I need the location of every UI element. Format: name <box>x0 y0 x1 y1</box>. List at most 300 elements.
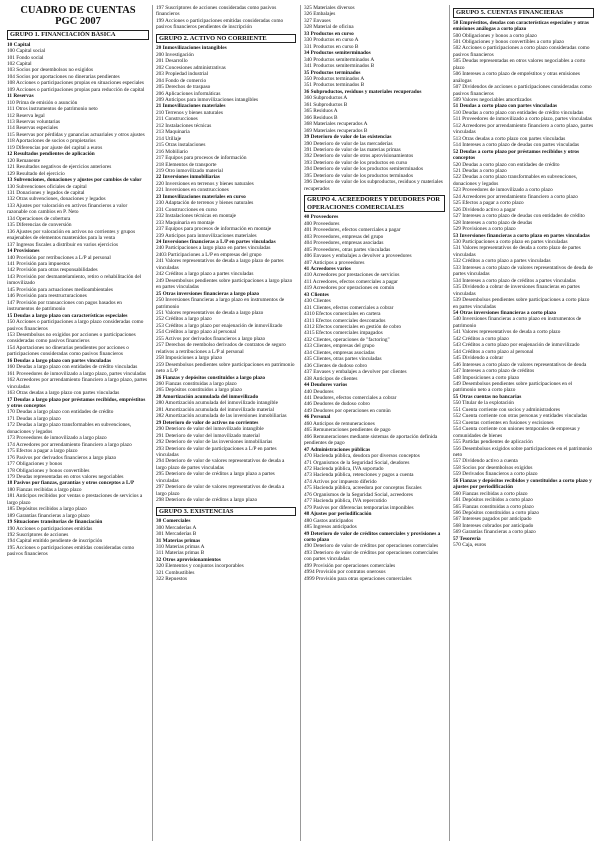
account-line: 175 Efectos a pagar a largo plazo <box>7 448 78 455</box>
account-line: 567 Intereses pagados por anticipado <box>453 516 532 523</box>
account-line: 546 Intereses a corto plazo de valores representativos de deuda <box>453 361 587 368</box>
account-line: 237 Equipos para procesos de información en montaje <box>156 226 272 233</box>
account-line: 565 Fianzas constituidas a corto plazo <box>453 503 534 510</box>
account-line: 103 Socios por desembolsos no exigidos <box>7 67 94 74</box>
account-line: 328 Material de oficina <box>304 24 354 31</box>
account-line: 301 Mercaderías B <box>156 531 197 538</box>
account-line: 403 Proveedores, empresas del grupo <box>304 233 384 240</box>
account-line: 553 Cuentas corrientes en fusiones y escisiones <box>453 419 554 426</box>
account-line: 189 Garantías financieras a largo plazo <box>7 512 90 519</box>
account-line: 476 Organismos de la Seguridad Social, acreedores <box>304 491 413 498</box>
account-line: 233 Maquinaria en montaje <box>156 219 215 226</box>
account-line: 230 Adaptación de terrenos y bienes naturales <box>156 200 254 207</box>
account-line: 171 Deudas a largo plazo <box>7 415 61 422</box>
account-subgroup: 54 Otras inversiones financieras a corto plazo <box>453 309 556 316</box>
account-line: 181 Anticipos recibidos por ventas o prestaciones de servicios a largo plazo <box>7 493 143 506</box>
account-line: 542 Créditos a corto plazo <box>453 335 509 342</box>
account-line: 178 Obligaciones y bonos convertibles <box>7 467 90 474</box>
account-subgroup: 25 Otras inversiones financieras a largo plazo <box>156 290 259 297</box>
account-line: 470 Hacienda pública, deudora por diversos conceptos <box>304 453 420 460</box>
account-line: 258 Imposiciones a largo plazo <box>156 355 223 362</box>
account-line: 530 Participaciones a corto plazo en partes vinculadas <box>453 239 568 245</box>
account-line: 115 Reservas por pérdidas y ganancias actuariales y otros ajustes <box>7 131 145 138</box>
account-line: 400 Proveedores <box>304 220 340 227</box>
account-line: 556 Desembolsos exigidos sobre participaciones en el patrimonio neto <box>453 445 593 458</box>
account-line: 136 Ajustes por valoración en activos no corrientes y grupos enajenables de elementos mantenidos para la venta <box>7 228 136 242</box>
account-line: 259 Desembolsos pendientes sobre participaciones en patrimonio neto a L/P <box>156 361 295 375</box>
account-line: 449 Deudores por operaciones en común <box>304 407 391 414</box>
account-line: 195 Acciones o participaciones emitidas consideradas como pasivos financieros <box>7 544 135 558</box>
account-line: 202 Concesiones administrativas <box>156 64 226 71</box>
account-line: 419 Acreedores por operaciones en común <box>304 285 395 292</box>
account-line: 558 Socios por desembolsos exigidos <box>453 464 533 471</box>
group-heading: GRUPO 5. CUENTAS FINANCIERAS <box>453 8 594 18</box>
account-line: 411 Acreedores, efectos comerciales a pagar <box>304 278 398 285</box>
account-line: 460 Anticipos de remuneraciones <box>304 420 375 427</box>
account-line: 502 Acciones o participaciones a corto plazo consideradas como pasivos financieros <box>453 45 590 58</box>
column-2 <box>153 5 299 841</box>
account-line: 431 Clientes, efectos comerciales a cobrar <box>304 304 394 311</box>
account-line: 441 Deudores, efectos comerciales a cobrar <box>304 395 397 402</box>
account-subgroup: 31 Materias primas <box>156 537 201 544</box>
account-line: 513 Otras deudas a corto plazo con partes vinculadas <box>453 135 566 142</box>
account-line: 351 Productos terminados B <box>304 82 365 89</box>
account-line: 509 Valores negociables amortizados <box>453 97 532 104</box>
account-line: 520 Deudas a corto plazo con entidades de crédito <box>453 161 560 168</box>
account-line: 280 Amortización acumulada del inmovilizado intangible <box>156 400 278 407</box>
account-line: 206 Aplicaciones informáticas <box>156 90 221 97</box>
account-subgroup: 39 Deterioro de valor de las existencias <box>304 134 392 141</box>
account-subgroup: 18 Pasivos por fianzas, garantías y otros conceptos a L/P <box>7 480 135 487</box>
account-line: 218 Elementos de transporte <box>156 161 217 168</box>
account-line: 255 Activos por derivados financieros a largo plazo <box>156 335 266 342</box>
account-line: 568 Intereses cobrados por anticipado <box>453 522 534 529</box>
account-subgroup: 46 Personal <box>304 414 331 421</box>
account-line: 298 Deterioro de valor de créditos a largo plazo <box>156 497 258 504</box>
account-line: 176 Pasivos por derivados financieros a largo plazo <box>7 454 117 461</box>
account-subgroup: 29 Deterioro de valor de activos no corrientes <box>156 419 259 426</box>
account-line: 321 Combustibles <box>156 569 195 576</box>
account-line: 557 Dividendo activo a cuenta <box>453 458 518 465</box>
account-line: 185 Depósitos recibidos a largo plazo <box>7 506 87 513</box>
account-line: 368 Materiales recuperados A <box>304 121 368 128</box>
account-line: 131 Donaciones y legados de capital <box>7 190 85 197</box>
account-line: 473 Hacienda pública, retenciones y pagos a cuenta <box>304 472 414 479</box>
account-line: 549 Desembolsos pendientes sobre participaciones en el patrimonio neto a corto plazo <box>453 380 573 394</box>
account-subgroup: 35 Productos terminados <box>304 69 361 76</box>
account-line: 119 Diferencias por ajuste del capital a euros <box>7 144 103 151</box>
account-line: 201 Desarrollo <box>156 58 188 65</box>
account-line: 521 Deudas a corto plazo <box>453 168 507 175</box>
account-line: 216 Mobiliario <box>156 148 188 155</box>
account-subgroup: 44 Deudores varios <box>304 382 348 389</box>
account-line: 440 Deudores <box>304 388 334 395</box>
account-line: 433 Clientes, empresas del grupo <box>304 343 375 350</box>
account-line: 200 Investigación <box>156 51 194 58</box>
account-line: 180 Fianzas recibidas a largo plazo <box>7 486 82 493</box>
account-line: 221 Inversiones en construcciones <box>156 187 229 194</box>
account-line: 4311 Efectos comerciales descontados <box>304 317 386 324</box>
account-line: 405 Proveedores, otras partes vinculadas <box>304 246 391 253</box>
account-line: 539 Desembolsos pendientes sobre participaciones a corto plazo en partes vinculadas <box>453 297 590 310</box>
account-line: 254 Créditos a largo plazo al personal <box>156 329 237 336</box>
account-line: 554 Cuenta corriente con uniones temporales de empresas y comunidades de bienes <box>453 426 581 439</box>
account-line: 406 Envases y embalajes a devolver a proveedores <box>304 253 412 260</box>
account-subgroup: 50 Empréstitos, deudas con características especiales y otras emisiones análogas a corto plazo <box>453 19 589 33</box>
account-line: 465 Remuneraciones pendientes de pago <box>304 427 391 434</box>
account-line: 4994 Provisión por contratos onerosos <box>304 569 386 576</box>
account-line: 214 Utillaje <box>156 135 182 142</box>
account-line: 120 Remanente <box>7 157 41 164</box>
account-line: 197 Suscriptores de acciones consideradas como pasivos financieros <box>156 5 277 18</box>
account-subgroup: 48 Ajustes por periodificación <box>304 511 372 518</box>
account-line: 150 Acciones o participaciones a largo plazo consideradas como pasivos financieros <box>7 319 144 332</box>
account-subgroup: 41 Acreedores varios <box>304 265 351 272</box>
account-line: 534 Intereses a corto plazo de créditos a partes vinculadas <box>453 277 576 284</box>
account-line: 177 Obligaciones y bonos <box>7 461 63 468</box>
account-line: 134 Operaciones de cobertura <box>7 215 71 222</box>
account-subgroup: 51 Deudas a corto plazo con partes vinculadas <box>453 103 558 110</box>
account-line: 297 Deterioro de valor de valores representativos de deuda a largo plazo <box>156 484 285 497</box>
account-subgroup: 32 Otros aprovisionamientos <box>156 556 221 563</box>
group-heading: GRUPO 4. ACREEDORES Y DEUDORES POR OPERACIONES COMERCIALES <box>304 195 445 212</box>
account-subgroup: 22 Inversiones inmobiliarias <box>156 174 220 181</box>
account-subgroup: 14 Provisiones <box>7 248 40 255</box>
account-line: 294 Deterioro de valor de valores representativos de deuda a largo plazo de partes vinculadas <box>156 458 285 471</box>
account-line: 161 Proveedores de inmovilizado a largo plazo, partes vinculadas <box>7 370 146 377</box>
account-line: 251 Valores representativos de deuda a largo plazo <box>156 309 264 316</box>
account-line: 4312 Efectos comerciales en gestión de cobro <box>304 324 402 331</box>
account-line: 109 Acciones o participaciones propias para reducción de capital <box>7 86 145 93</box>
account-line: 446 Deudores de dudoso cobro <box>304 401 370 408</box>
account-line: 239 Anticipos para inmovilizaciones materiales <box>156 232 257 239</box>
account-subgroup: 19 Situaciones transitorias de financiación <box>7 519 103 526</box>
account-line: 147 Provisión por transacciones con pagos basados en instrumentos de patrimonio <box>7 299 122 313</box>
account-line: 410 Acreedores por prestaciones de servicios <box>304 272 400 279</box>
account-line: 137 Ingresos fiscales a distribuir en varios ejercicios <box>7 241 119 248</box>
account-line: 340 Productos semiterminados A <box>304 56 375 63</box>
account-line: 401 Proveedores, efectos comerciales a pagar <box>304 227 401 234</box>
account-line: 179 Deudas representadas en otros valores negociables <box>7 473 124 480</box>
account-line: 135 Diferencias de conversión <box>7 222 72 229</box>
account-line: 250 Inversiones financieras a largo plazo en instrumentos de patrimonio <box>156 297 285 310</box>
account-line: 199 Acciones o participaciones emitidas consideradas como pasivos financieros pendientes de inscripción <box>156 17 284 31</box>
account-line: 523 Proveedores de inmovilizado a corto plazo <box>453 187 553 194</box>
account-line: 325 Materiales diversos <box>304 5 355 11</box>
account-line: 500 Obligaciones y bonos a corto plazo <box>453 32 537 39</box>
account-line: 292 Deterioro de valor de las inversiones inmobiliarias <box>156 439 273 446</box>
account-line: 551 Cuenta corriente con socios y administradores <box>453 406 561 413</box>
account-line: 435 Clientes, otras partes vinculadas <box>304 356 382 363</box>
account-subgroup: 11 Reservas <box>7 93 34 100</box>
account-subgroup: 21 Inmovilizaciones materiales <box>156 103 226 110</box>
account-line: 570 Caja, euros <box>453 542 487 549</box>
account-subgroup: 16 Deudas a largo plazo con partes vinculadas <box>7 357 112 364</box>
account-line: 162 Acreedores por arrendamiento financiero a largo plazo, partes vinculadas <box>7 377 148 390</box>
account-line: 205 Derechos de traspaso <box>156 84 211 91</box>
account-line: 477 Hacienda pública, IVA repercutido <box>304 498 387 505</box>
account-subgroup: 34 Productos semiterminados <box>304 50 371 57</box>
account-line: 396 Deterioro de valor de los subproductos, residuos y materiales recuperados <box>304 179 443 192</box>
account-line: 153 Desembolsos no exigidos por acciones o participaciones consideradas como pasivos financieros <box>7 331 136 345</box>
account-line: 501 Obligaciones y bonos convertibles a corto plazo <box>453 38 565 45</box>
account-line: 282 Amortización acumulada de las inversiones inmobiliarias <box>156 413 287 420</box>
account-line: 133 Ajustes por valoración en activos financieros a valor razonable con cambios en P. Neto <box>7 202 128 216</box>
account-line: 341 Productos semiterminados B <box>304 63 375 70</box>
account-line: 533 Intereses a corto plazo de valores representativos de deuda de partes vinculadas <box>453 264 593 278</box>
account-line: 121 Resultados negativos de ejercicios anteriores <box>7 164 112 171</box>
account-line: 522 Deudas a corto plazo transformables en subvenciones, donaciones y legados <box>453 174 578 187</box>
account-line: 112 Reserva legal <box>7 112 45 119</box>
account-line: 394 Deterioro de valor de los productos semiterminados <box>304 166 424 173</box>
account-line: 257 Derechos de reembolso derivados de contratos de seguro relativos a retribuciones a L/P al personal <box>156 342 286 355</box>
document-title: CUADRO DE CUENTAS <box>20 5 136 16</box>
account-line: 141 Provisión para impuestos <box>7 261 70 267</box>
account-line: 232 Instalaciones técnicas en montaje <box>156 213 237 220</box>
account-line: 220 Inversiones en terrenos y bienes naturales <box>156 180 254 187</box>
account-line: 550 Titular de la explotación <box>453 400 514 407</box>
account-line: 493 Deterioro de valor de créditos por operaciones comerciales con partes vinculadas <box>304 549 439 563</box>
account-line: 472 Hacienda pública, IVA soportado <box>304 466 384 472</box>
account-line: 172 Deudas a largo plazo transformables en subvenciones, donaciones y legados <box>7 422 132 435</box>
account-line: 160 Deudas a largo plazo con entidades de crédito vinculadas <box>7 364 138 371</box>
account-line: 142 Provisión para otras responsabilidades <box>7 267 98 274</box>
account-line: 281 Amortización acumulada del inmovilizado material <box>156 406 275 413</box>
account-subgroup: 52 Deudas a corto plazo por préstamos recibidos y otros conceptos <box>453 148 580 162</box>
account-line: 532 Créditos a corto plazo a partes vinculadas <box>453 258 551 265</box>
account-line: 350 Productos terminados A <box>304 75 365 82</box>
account-line: 101 Fondo social <box>7 54 44 61</box>
account-line: 240 Participaciones a largo plazo en partes vinculadas <box>156 245 271 252</box>
account-line: 192 Suscriptores de acciones <box>7 532 69 539</box>
account-subgroup: 53 Inversiones financieras a corto plazo en partes vinculadas <box>453 232 590 239</box>
account-line: 559 Derivados financieros a corto plazo <box>453 471 538 478</box>
document-subtitle: PGC 2007 <box>55 16 101 27</box>
account-line: 392 Deterioro de valor de otros aprovisionamientos <box>304 153 414 160</box>
account-line: 219 Otro inmovilizado material <box>156 168 223 175</box>
account-line: 548 Imposiciones a corto plazo <box>453 374 520 381</box>
account-line: 432 Clientes, operaciones de "factoring" <box>304 336 390 343</box>
account-line: 436 Clientes de dudoso cobro <box>304 362 367 369</box>
account-line: 569 Garantías financieras a corto plazo <box>453 529 536 536</box>
account-line: 535 Dividendo a cobrar de inversiones financieras en partes vinculadas <box>453 284 580 297</box>
account-line: 404 Proveedores, empresas asociadas <box>304 240 384 247</box>
account-line: 310 Materias primas A <box>156 543 205 550</box>
account-line: 393 Deterioro de valor de los productos en curso <box>304 159 408 166</box>
account-line: 524 Acreedores por arrendamiento financiero a corto plazo <box>453 193 578 200</box>
account-subgroup: 17 Deudas a largo plazo por préstamos recibidos, empréstitos y otros conceptos <box>7 396 146 409</box>
account-line: 129 Resultado del ejercicio <box>7 170 65 177</box>
account-line: 507 Dividendos de acciones o participaciones consideradas como pasivos financieros <box>453 84 592 97</box>
account-line: 113 Reservas voluntarias <box>7 119 61 126</box>
account-line: 260 Fianzas constituidas a largo plazo <box>156 380 237 387</box>
account-line: 146 Provisión para reestructuraciones <box>7 293 87 300</box>
account-subgroup: 43 Clientes <box>304 291 329 298</box>
account-line: 170 Deudas a largo plazo con entidades de crédito <box>7 409 114 416</box>
account-line: 114 Reservas especiales <box>7 125 58 132</box>
account-line: 213 Maquinaria <box>156 129 190 136</box>
account-line: 365 Residuos A <box>304 108 338 115</box>
account-line: 543 Créditos a corto plazo por enajenación de inmovilizado <box>453 342 580 349</box>
account-line: 118 Aportaciones de socios o propietarios <box>7 138 96 145</box>
account-subgroup: 26 Fianzas y depósitos constituidos a largo plazo <box>156 374 266 381</box>
account-line: 466 Remuneraciones mediante sistemas de aportación definida pendientes de pago <box>304 433 438 447</box>
account-line: 475 Hacienda pública, acreedora por conceptos fiscales <box>304 485 422 492</box>
account-subgroup: 33 Productos en curso <box>304 30 354 37</box>
account-line: 163 Otras deudas a largo plazo con partes vinculadas <box>7 390 120 397</box>
account-line: 311 Materias primas B <box>156 550 205 557</box>
account-line: 485 Ingresos anticipados <box>304 524 357 531</box>
account-line: 209 Anticipos para inmovilizaciones intangibles <box>156 97 259 104</box>
account-line: 434 Clientes, empresas asociadas <box>304 349 375 356</box>
account-line: 4999 Provisión para otras operaciones comerciales <box>304 575 412 582</box>
account-line: 544 Créditos a corto plazo al personal <box>453 348 534 355</box>
account-line: 102 Capital <box>7 60 32 67</box>
account-line: 529 Provisiones a corto plazo <box>453 226 516 233</box>
account-subgroup: 55 Otras cuentas no bancarias <box>453 393 522 400</box>
account-line: 110 Prima de emisión o asunción <box>7 99 78 106</box>
account-line: 291 Deterioro de valor del inmovilizado material <box>156 432 260 439</box>
account-line: 430 Clientes <box>304 298 331 305</box>
account-line: 540 Inversiones financieras a corto plazo en instrumentos de patrimonio <box>453 316 582 329</box>
account-line: 510 Deudas a corto plazo con entidades de crédito vinculadas <box>453 109 584 116</box>
account-line: 145 Provisión para actuaciones medioambientales <box>7 286 113 293</box>
account-line: 241 Valores representativos de deuda a largo plazo de partes vinculadas <box>156 258 284 271</box>
account-line: 300 Mercaderías A <box>156 524 197 531</box>
account-line: 295 Deterioro de valor de créditos a largo plazo a partes vinculadas <box>156 471 275 484</box>
account-subgroup: 12 Resultados pendientes de aplicación <box>7 151 95 158</box>
account-line: 560 Fianzas recibidas a corto plazo <box>453 490 528 497</box>
account-line: 320 Elementos y conjuntos incorporables <box>156 563 244 570</box>
account-subgroup: 36 Subproductos, residuos y materiales recuperados <box>304 88 422 95</box>
group-heading: GRUPO 3. EXISTENCIAS <box>156 507 296 517</box>
account-line: 526 Dividendo activo a pagar <box>453 206 516 213</box>
account-line: 253 Créditos a largo plazo por enajenación de inmovilizado <box>156 322 283 329</box>
account-line: 511 Proveedores de inmovilizado a corto plazo, partes vinculadas <box>453 116 592 123</box>
account-line: 391 Deterioro de valor de las materias primas <box>304 146 401 153</box>
account-line: 505 Deudas representadas en otros valores negociables a corto plazo <box>453 58 586 71</box>
account-line: 132 Otras subvenciones, donaciones y legados <box>7 196 106 203</box>
account-subgroup: 47 Administraciones públicas <box>304 446 371 453</box>
account-line: 366 Residuos B <box>304 114 338 121</box>
account-line: 438 Anticipos de clientes <box>304 375 358 382</box>
account-line: 407 Anticipos a proveedores <box>304 259 365 266</box>
account-line: 552 Cuenta corriente con otras personas y entidades vinculadas <box>453 413 588 420</box>
account-line: 140 Provisión por retribuciones a L/P al personal <box>7 254 111 261</box>
account-line: 194 Capital emitido pendiente de inscripción <box>7 538 103 545</box>
account-subgroup: 28 Amortización acumulada del inmovilizado <box>156 393 259 400</box>
account-subgroup: 15 Deudas a largo plazo con características especiales <box>7 312 128 319</box>
account-line: 265 Depósitos constituidos a largo plazo <box>156 387 242 394</box>
account-line: 525 Efectos a pagar a corto plazo <box>453 200 524 207</box>
account-line: 190 Acciones o participaciones emitidas <box>7 525 93 532</box>
account-line: 471 Organismos de la Seguridad Social, deudores <box>304 459 410 466</box>
account-line: 130 Subvenciones oficiales de capital <box>7 183 87 190</box>
account-line: 211 Construcciones <box>156 116 198 123</box>
account-line: 143 Provisión por desmantelamiento, retiro o rehabilitación del inmovilizado <box>7 273 142 287</box>
account-line: 327 Envases <box>304 17 331 24</box>
group-heading: GRUPO 1. FINANCIACIÓN BÁSICA <box>7 30 149 40</box>
account-line: 395 Deterioro de valor de los productos terminados <box>304 172 413 179</box>
account-line: 154 Aportaciones no dinerarias pendientes por acciones o participaciones consideradas como pasivos financieros <box>7 344 129 358</box>
account-line: 514 Intereses a corto plazo de deudas con partes vinculadas <box>453 142 580 149</box>
account-line: 290 Deterioro de valor del inmovilizado intangible <box>156 426 264 433</box>
account-line: 4315 Efectos comerciales impagados <box>304 330 383 337</box>
account-line: 480 Gastos anticipados <box>304 517 354 524</box>
account-line: 390 Deterioro de valor de las mercaderías <box>304 140 393 147</box>
account-subgroup: 40 Proveedores <box>304 214 339 221</box>
column-1 <box>4 5 152 841</box>
account-line: 541 Valores representativos de deuda a corto plazo <box>453 329 561 336</box>
account-line: 100 Capital social <box>7 48 46 55</box>
account-line: 547 Intereses a corto plazo de créditos <box>453 368 535 375</box>
account-line: 527 Intereses a corto plazo de deudas con entidades de crédito <box>453 213 585 220</box>
account-line: 322 Repuestos <box>156 576 188 583</box>
account-line: 555 Partidas pendientes de aplicación <box>453 439 533 446</box>
account-line: 215 Otras instalaciones <box>156 142 206 149</box>
group-heading: GRUPO 2. ACTIVO NO CORRIENTE <box>156 34 296 44</box>
account-subgroup: 57 Tesorería <box>453 535 481 542</box>
account-line: 212 Instalaciones técnicas <box>156 122 212 129</box>
account-line: 330 Productos en curso A <box>304 37 359 44</box>
account-subgroup: 13 Subvenciones, donaciones y ajustes por cambios de valor <box>7 177 142 184</box>
account-line: 210 Terrenos y bienes naturales <box>156 109 223 116</box>
account-line: 361 Subproductos B <box>304 101 348 108</box>
account-line: 242 Créditos a largo plazo a partes vinculadas <box>156 271 254 278</box>
account-line: 204 Fondo de comercio <box>156 77 207 84</box>
account-line: 293 Deterioro de valor de participaciones a L/P en partes vinculadas <box>156 445 277 458</box>
account-line: 249 Desembolsos pendientes sobre participaciones a largo plazo en partes vinculadas <box>156 277 293 291</box>
account-line: 326 Embalajes <box>304 11 336 18</box>
account-line: 499 Provisión por operaciones comerciales <box>304 562 396 569</box>
account-line: 108 Acciones o participaciones propias en situaciones especiales <box>7 80 144 87</box>
account-line: 4310 Efectos comerciales en cartera <box>304 311 381 318</box>
account-line: 203 Propiedad industrial <box>156 71 209 78</box>
account-line: 528 Intereses a corto plazo de deudas <box>453 219 533 226</box>
account-line: 217 Equipos para procesos de información <box>156 155 247 162</box>
account-line: 437 Envases y embalajes a devolver por clientes <box>304 369 407 376</box>
account-line: 566 Depósitos constituidos a corto plazo <box>453 510 540 517</box>
account-line: 545 Dividendo a cobrar <box>453 355 504 362</box>
account-line: 360 Subproductos A <box>304 95 348 102</box>
account-line: 173 Proveedores de inmovilizado a largo plazo <box>7 435 107 442</box>
account-line: 331 Productos en curso B <box>304 43 359 50</box>
account-line: 104 Socios por aportaciones no dinerarias pendientes <box>7 73 120 80</box>
account-line: 231 Construcciones en curso <box>156 206 218 213</box>
account-subgroup: 56 Fianzas y depósitos recibidos y constituidos a corto plazo y ajustes por periodificación <box>453 477 592 491</box>
account-line: 506 Intereses a corto plazo de empréstitos y otras emisiones análogas <box>453 71 580 84</box>
account-line: 111 Otros instrumentos de patrimonio neto <box>7 106 98 113</box>
column-3 <box>301 5 448 841</box>
account-line: 531 Valores representativos de deuda a corto plazo de partes vinculadas <box>453 245 581 258</box>
account-line: 174 Acreedores por arrendamiento financiero a largo plazo <box>7 441 132 448</box>
account-line: 479 Pasivos por diferencias temporarias imponibles <box>304 504 414 511</box>
account-subgroup: 24 Inversiones financieras a L/P en partes vinculadas <box>156 239 276 245</box>
account-subgroup: 30 Comerciales <box>156 518 191 525</box>
account-subgroup: 20 Inmovilizaciones intangibles <box>156 45 227 52</box>
account-subgroup: 10 Capital <box>7 41 31 48</box>
account-line: 561 Depósitos recibidos a corto plazo <box>453 497 533 504</box>
column-4 <box>450 5 597 841</box>
account-line: 369 Materiales recuperados B <box>304 127 368 134</box>
account-line: 252 Créditos a largo plazo <box>156 316 212 323</box>
account-line: 474 Activos por impuesto diferido <box>304 478 377 485</box>
account-subgroup: 23 Inmovilizaciones materiales en curso <box>156 193 246 200</box>
account-line: 2403 Participaciones a L/P en empresas del grupo <box>156 251 262 258</box>
account-line: 512 Acreedores por arrendamiento financiero a corto plazo, partes vinculadas <box>453 122 594 136</box>
account-subgroup: 49 Deterioro de valor de créditos comerciales y provisiones a corto plazo <box>304 530 441 543</box>
account-line: 490 Deterioro de valor de créditos por operaciones comerciales <box>304 543 439 550</box>
